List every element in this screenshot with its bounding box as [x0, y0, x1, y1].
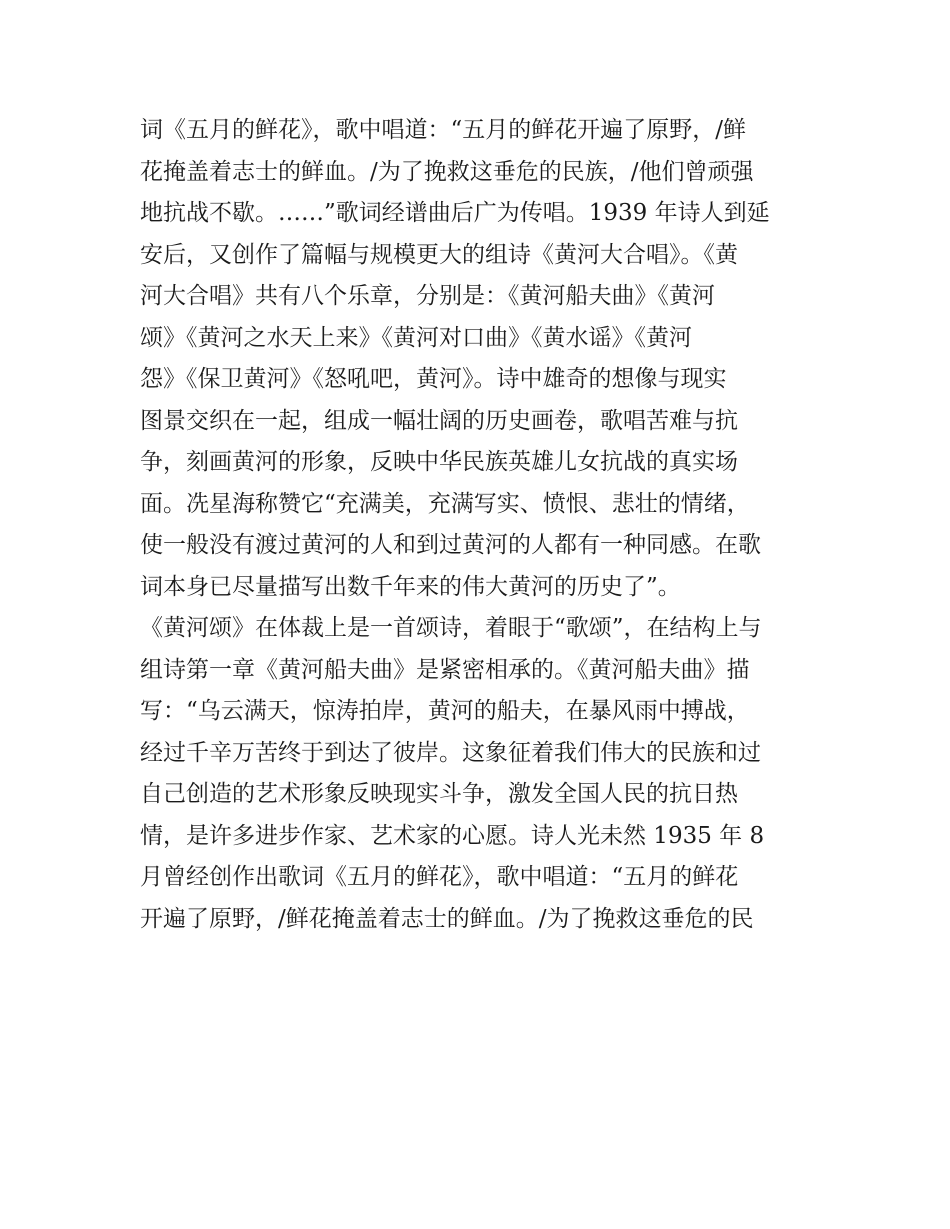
text-line: 怨》《保卫黄河》《怒吼吧，黄河》。诗中雄奇的想像与现实 [140, 366, 727, 392]
text-line: 自己创造的艺术形象反映现实斗争，激发全国人民的抗日热 [140, 781, 738, 807]
text-line: 经过千辛万苦终于到达了彼岸。这象征着我们伟大的民族和过 [140, 739, 761, 766]
text-line: 《黄河颂》在体裁上是一首颂诗，着眼于“歌颂”，在结构上与 [140, 615, 762, 641]
text-line: 河大合唱》共有八个乐章，分别是：《黄河船夫曲》《黄河 [140, 283, 715, 309]
text-line: 颂》《黄河之水天上来》《黄河对口曲》《黄水谣》《黄河 [140, 324, 692, 351]
text-line: 使一般没有渡过黄河的人和到过黄河的人都有一种同感。在歌 [140, 532, 761, 558]
text-line: 开遍了原野，/鲜花掩盖着志士的鲜血。/为了挽救这垂危的民 [140, 905, 754, 932]
text-line: 词本身已尽量描写出数千年来的伟大黄河的历史了”。 [140, 573, 681, 600]
text-line: 争，刻画黄河的形象，反映中华民族英雄儿女抗战的真实场 [140, 449, 738, 475]
text-line: 花掩盖着志士的鲜血。/为了挽救这垂危的民族，/他们曾顽强 [140, 158, 754, 185]
body-text [140, 110, 820, 940]
text-line: 组诗第一章《黄河船夫曲》是紧密相承的。《黄河船夫曲》描 [140, 656, 750, 683]
text-line: 月曾经创作出歌词《五月的鲜花》，歌中唱道：“五月的鲜花 [140, 864, 739, 890]
text-line: 图景交织在一起，组成一幅壮阔的历史画卷，歌唱苦难与抗 [140, 407, 738, 434]
text-line: 面。冼星海称赞它“充满美，充满写实、愤恨、悲壮的情绪， [140, 490, 750, 517]
text-line: 安后，又创作了篇幅与规模更大的组诗《黄河大合唱》。《黄 [140, 241, 738, 268]
text-line: 词《五月的鲜花》，歌中唱道：“五月的鲜花开遍了原野，/鲜 [140, 117, 747, 143]
text-line: 地抗战不歇。……”歌词经谱曲后广为传唱。1939 年诗人到延 [140, 200, 770, 226]
text-line: 写：“乌云满天，惊涛拍岸，黄河的船夫，在暴风雨中搏战， [140, 698, 750, 724]
text-line: 情，是许多进步作家、艺术家的心愿。诗人光未然 1935 年 8 [140, 822, 765, 849]
